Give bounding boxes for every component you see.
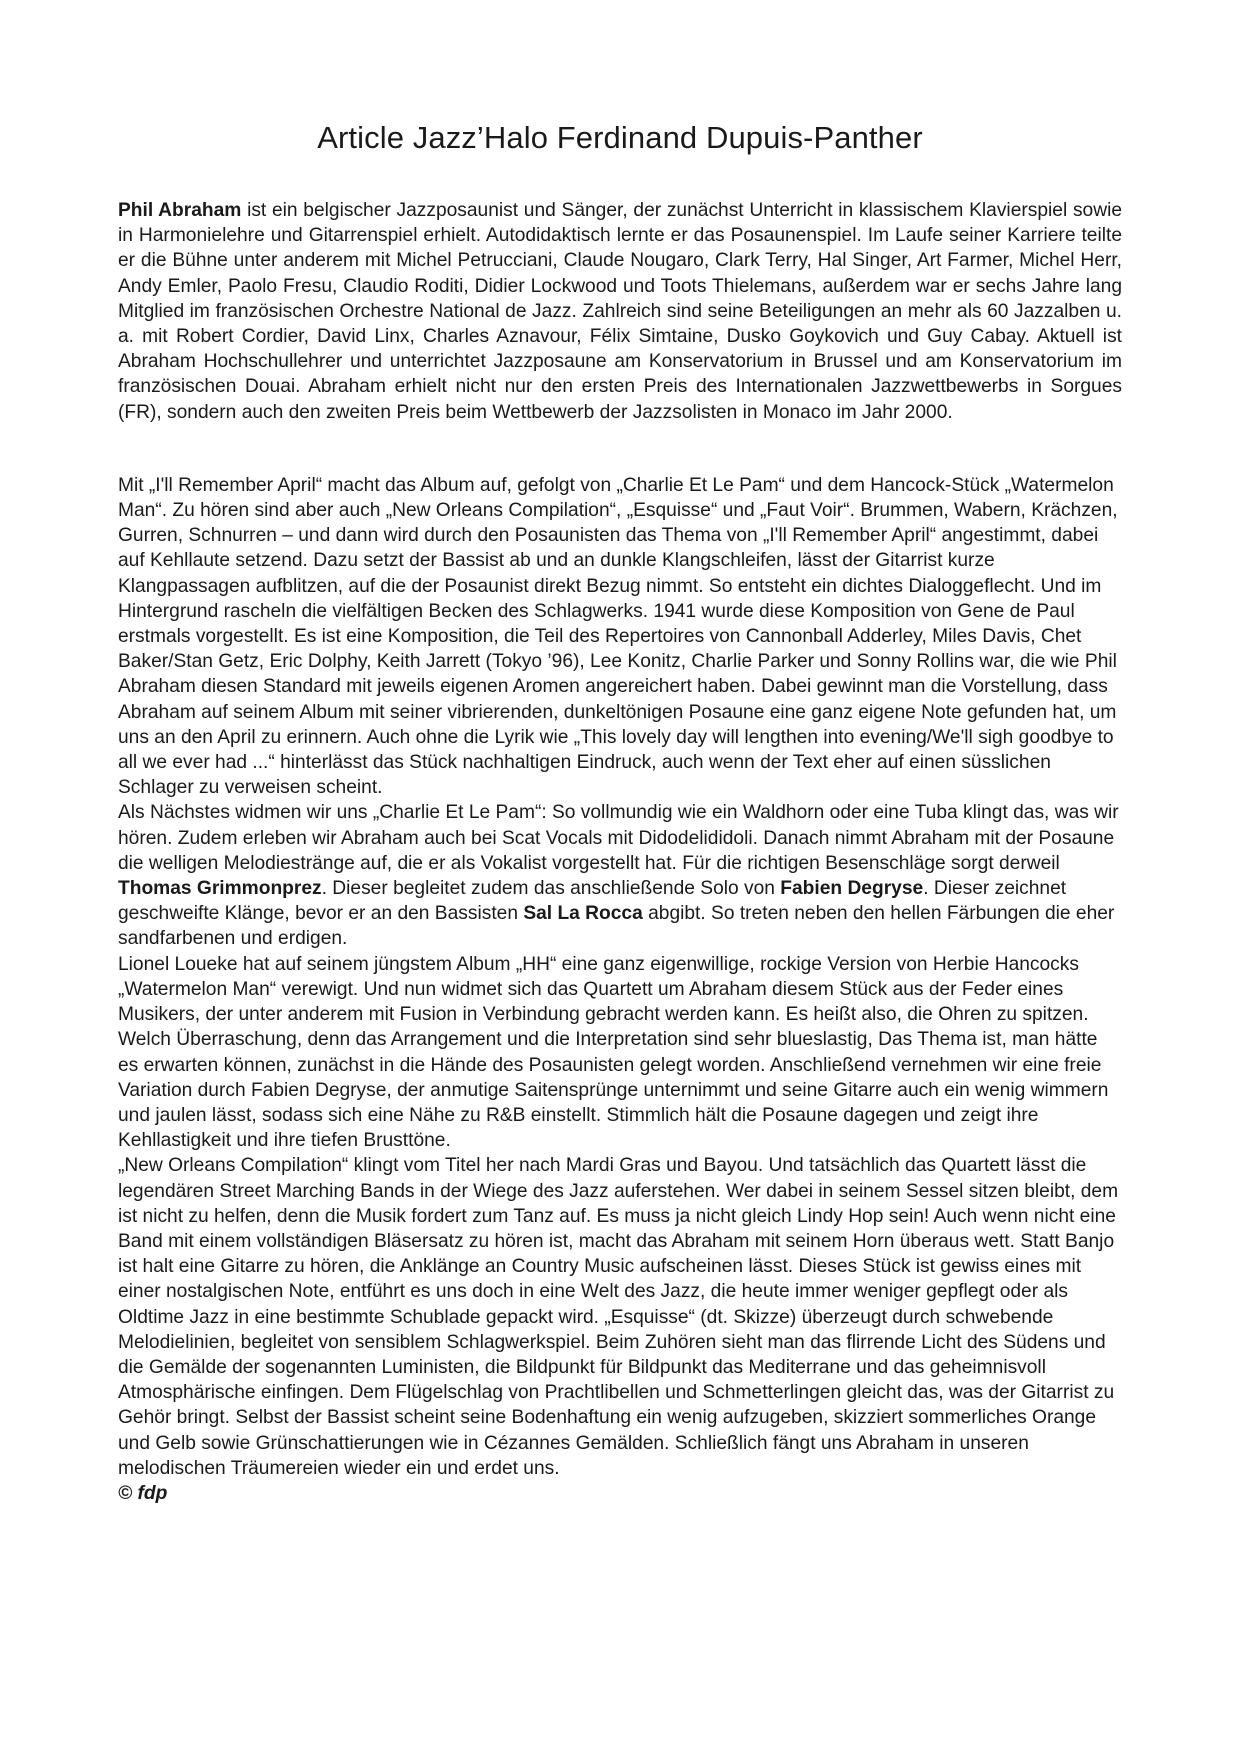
paragraph-text: . Dieser begleitet zudem das anschließende Solo von [321, 878, 781, 900]
paragraph-new-orleans: „New Orleans Compilation“ klingt vom Titel her nach Mardi Gras und Bayou. Und tatsächlich das Quartett lässt die legendären Street Marching Bands in der Wiege des Jazz auferstehen. Wer dabei in seinem Sessel sitzen bleibt, dem ist nicht zu helfen, denn die Musik fordert zum Tanz auf. Es muss ja nicht gleich Lindy Hop sein! Auch wenn nicht eine Band mit einem vollständigen Bläsersatz zu hören ist, macht das Abraham mit seinem Horn überaus wett. Statt Banjo ist halt eine Gitarre zu hören, die Anklänge an Country Music aufscheinen lässt. Dieses Stück ist gewiss eines mit einer nostalgischen Note, entführt es uns doch in eine Welt des Jazz, die heute immer weniger gepflegt oder als Oldtime Jazz in eine bestimmte Schublade gepackt wird. „Esquisse“ (dt. Skizze) überzeugt durch schwebende Melodielinien, begleitet von sensiblem Schlagwerkspiel. Beim Zuhören sieht man das flirrende Licht des Südens und die Gemälde der sogenannten Luministen, die Bildpunkt für Bildpunkt das Mediterrane und das geheimnisvoll Atmosphärische einfingen. Dem Flügelschlag von Prachtlibellen und Schmetterlingen gleicht das, was der Gitarrist zu Gehör bringt. Selbst der Bassist scheint seine Bodenhaftung ein wenig aufzugeben, skizziert sommerliches Orange und Gelb sowie Grünschattierungen wie in Cézannes Gemälden. Schließlich fängt uns Abraham in unseren melodischen Träumereien wieder ein und erdet uns. [118, 1155, 1119, 1479]
article-body [118, 473, 1122, 1506]
paragraph-watermelon: Lionel Loueke hat auf seinem jüngstem Album „HH“ eine ganz eigenwillige, rockige Version von Herbie Hancocks „Watermelon Man“ verewigt. Und nun widmet sich das Quartett um Abraham diesem Stück aus der Feder eines Musikers, der unter anderem mit Fusion in Verbindung gebracht werden kann. Es heißt also, die Ohren zu spitzen. Welch Überraschung, denn das Arrangement und die Interpretation sind sehr blueslastig, Das Thema ist, man hätte es erwarten können, zunächst in die Hände des Posaunisten gelegt worden. Anschließend vernehmen wir eine freie Variation durch Fabien Degryse, der anmutige Saitensprünge unternimmt und seine Gitarre auch ein wenig wimmern und jaulen lässt, sodass sich eine Nähe zu R&B einstellt. Stimmlich hält die Posaune dagegen und zeigt ihre Kehllastigkeit und ihre tiefen Brusttöne. [118, 953, 1109, 1152]
page-title: Article Jazz’Halo Ferdinand Dupuis-Panther [317, 120, 923, 155]
musician-name: Thomas Grimmonprez [118, 878, 322, 900]
signature: © fdp [118, 1482, 168, 1504]
musician-name: Sal La Rocca [523, 903, 643, 925]
document-page [118, 0, 1122, 1506]
paragraph-charlie [118, 800, 1122, 951]
paragraph-text: abgibt. So treten neben den hellen Färbungen die eher sandfarbenen und erdigen. [118, 903, 1115, 950]
paragraph-text: . Dieser zeichnet geschweifte Klänge, bevor er an den Bassisten [118, 878, 1067, 925]
artist-name: Phil Abraham [118, 200, 242, 221]
paragraph-text: Als Nächstes widmen wir uns „Charlie Et Le Pam“: So vollmundig wie ein Waldhorn oder eine Tuba klingt das, was wir hören. Zudem erleben wir Abraham auch bei Scat Vocals mit Didodelididoli. Danach nimmt Abraham mit der Posaune die welligen Melodiestränge auf, die er als Vokalist vorgestellt hat. Für die richtigen Besenschläge sorgt derweil [118, 802, 1119, 874]
intro-paragraph [118, 198, 1122, 425]
paragraph-april: Mit „I'll Remember April“ macht das Album auf, gefolgt von „Charlie Et Le Pam“ und dem Hancock-Stück „Watermelon Man“. Zu hören sind aber auch „New Orleans Compilation“, „Esquisse“ und „Faut Voir“. Brummen, Wabern, Krächzen, Gurren, Schnurren – und dann wird durch den Posaunisten das Thema von „I'll Remember April“ angestimmt, dabei auf Kehllaute setzend. Dazu setzt der Bassist ab und an dunkle Klangschleifen, lässt der Gitarrist kurze Klangpassagen aufblitzen, auf die der Posaunist direkt Bezug nimmt. So entsteht ein dichtes Dialoggeflecht. Und im Hintergrund rascheln die vielfältigen Becken des Schlagwerks. 1941 wurde diese Komposition von Gene de Paul erstmals vorgestellt. Es ist eine Komposition, die Teil des Repertoires von Cannonball Adderley, Miles Davis, Chet Baker/Stan Getz, Eric Dolphy, Keith Jarrett (Tokyo ’96), Lee Konitz, Charlie Parker und Sonny Rollins war, die wie Phil Abraham diesen Standard mit jeweils eigenen Aromen angereichert haben. Dabei gewinnt man die Vorstellung, dass Abraham auf seinem Album mit seiner vibrierenden, dunkeltönigen Posaune eine ganz eigene Note gefunden hat, um uns an den April zu erinnern. Auch ohne die Lyrik wie „This lovely day will lengthen into evening/We'll sigh goodbye to all we ever had ...“ hinterlässt das Stück nachhaltigen Eindruck, auch wenn der Text eher auf einen süsslichen Schlager zu verweisen scheint. [118, 474, 1118, 799]
intro-text: ist ein belgischer Jazzposaunist und Sänger, der zunächst Unterricht in klassischem Klavierspiel sowie in Harmonielehre und Gitarrenspiel erhielt. Autodidaktisch lernte er das Posaunenspiel. Im Laufe seiner Karriere teilte er die Bühne unter anderem mit Michel Petrucciani, Claude Nougaro, Clark Terry, Hal Singer, Art Farmer, Michel Herr, Andy Emler, Paolo Fresu, Claudio Roditi, Didier Lockwood und Toots Thielemans, außerdem war er sechs Jahre lang Mitglied im französischen Orchestre National de Jazz. Zahlreich sind seine Beteiligungen an mehr als 60 Jazzalben u. a. mit Robert Cordier, David Linx, Charles Aznavour, Félix Simtaine, Dusko Goykovich und Guy Cabay. Aktuell ist Abraham Hochschullehrer und unterrichtet Jazzposaune am Konservatorium in Brussel und am Konservatorium im französischen Douai. Abraham erhielt nicht nur den ersten Preis des Internationalen Jazzwettbewerbs in Sorgues (FR), sondern auch den zweiten Preis beim Wettbewerb der Jazzsolisten in Monaco im Jahr 2000. [118, 200, 1122, 423]
musician-name: Fabien Degryse [780, 878, 924, 900]
